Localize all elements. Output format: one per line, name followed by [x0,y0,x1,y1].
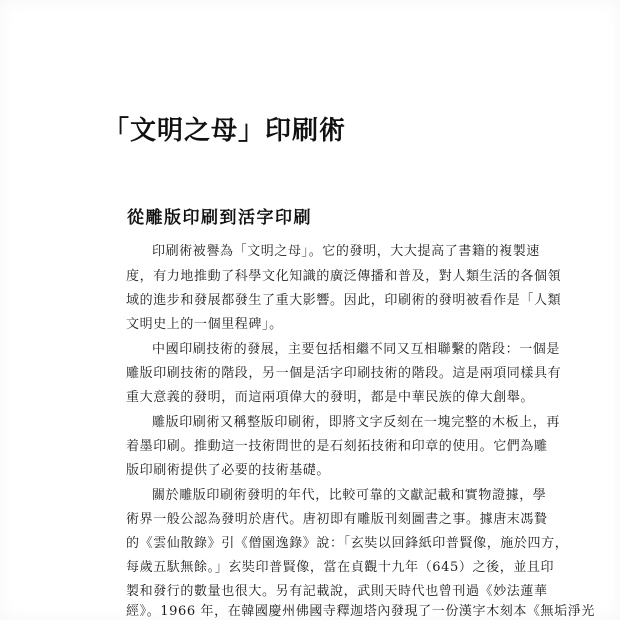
body-line: 版印刷術提供了必要的技術基礎。 [126,463,331,478]
body-line: 着墨印刷。推動這一技術問世的是石刻拓技術和印章的使用。它們為雕 [126,439,548,454]
body-line: 域的進步和發展都發生了重大影響。因此，印刷術的發明被看作是「人類 [126,293,562,308]
body-line: 度，有力地推動了科學文化知識的廣泛傳播和普及，對人類生活的各個領 [126,269,562,284]
body-line: 每歲五馱無餘。」玄奘印普賢像，當在貞觀十九年（645）之後，並且印 [126,560,555,575]
body-line: 重大意義的發明，而這兩項偉大的發明，都是中華民族的偉大創舉。 [126,390,535,405]
body-line: 的《雲仙散錄》引《僧園逸錄》說：「玄奘以回鋒紙印普賢像，施於四方， [126,536,569,551]
section-title: 從雕版印刷到活字印刷 [127,208,312,228]
body-line: 中國印刷技術的發展，主要包括相繼不同又互相聯繫的階段：一個是 [152,342,561,357]
body-line: 術界一般公認為發明於唐代。唐初即有雕版刊刻圖書之事。據唐末馮贄 [126,512,548,527]
chapter-title: 「文明之母」印刷術 [103,116,347,146]
body-line: 經》。1966 年，在韓國慶州佛國寺釋迦塔內發現了一份漢字木刻本《無垢淨光 [126,604,595,619]
body-line: 雕版印刷術又稱整版印刷術，即將文字反刻在一塊完整的木板上，再 [152,415,561,430]
body-line: 文明史上的一個里程碑」。 [126,317,283,332]
body-line: 製和發行的數量也很大。另有記載說，武則天時代也曾刊過《妙法蓮華 [126,584,548,599]
body-line: 雕版印刷技術的階段，另一個是活字印刷技術的階段。這是兩項同樣具有 [126,366,562,381]
body-line: 關於雕版印刷術發明的年代，比較可靠的文獻記載和實物證據，學 [152,488,547,503]
body-line: 印刷術被譽為「文明之母」。它的發明，大大提高了書籍的複製速 [152,244,540,259]
